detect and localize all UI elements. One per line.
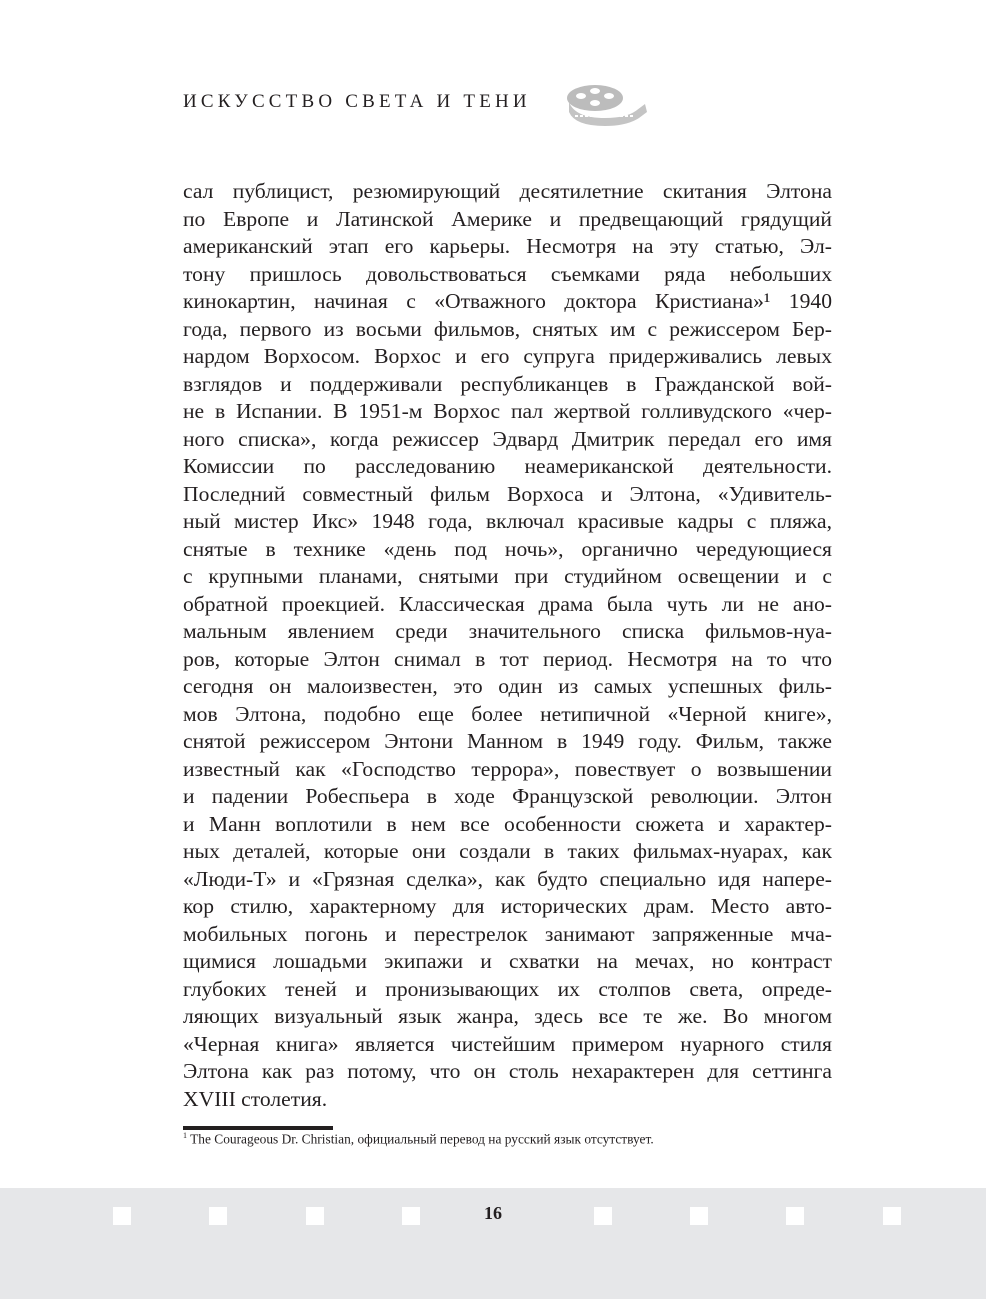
footnote <box>183 1131 654 1147</box>
footnote-marker: 1 <box>183 1131 187 1140</box>
text-line: глубоких теней и пронизывающих их столпов света, опреде- <box>183 976 832 1001</box>
text-line: Комиссии по расследованию неамериканской деятельности. <box>183 454 832 478</box>
text-line: «Люди-Т» и «Грязная сделка», как будто специально идя напере- <box>183 866 832 891</box>
text-line: Элтона как раз потому, что он столь нехарактерен для сеттинга <box>183 1059 832 1083</box>
text-line: Последний совместный фильм Ворхоса и Элтона, «Удивитель- <box>183 481 832 506</box>
page-number: 16 <box>484 1203 502 1223</box>
text-line: ный мистер Икс» 1948 года, включал красивые кадры с пляжа, <box>183 509 832 533</box>
text-line: мов Элтона, подобно еще более нетипичной «Черной книге», <box>183 701 832 726</box>
footnote-text: The Courageous Dr. Christian, официальный перевод на русский язык отсутствует. <box>190 1131 654 1147</box>
text-line: «Черная книга» является чистейшим примером нуарного стиля <box>183 1031 832 1056</box>
text-line: ляющих визуальный язык жанра, здесь все те же. Во многом <box>183 1004 832 1028</box>
text-line: щимися лошадьми экипажи и схватки на мечах, но контраст <box>183 949 832 973</box>
text-line: взглядов и поддерживали республиканцев в Гражданской вой- <box>183 371 832 396</box>
text-line: сал публицист, резюмирующий десятилетние скитания Элтона <box>183 179 832 203</box>
text-line: ров, которые Элтон снимал в тот период. Несмотря на то что <box>183 646 832 671</box>
text-line: мальным явлением среди значительного списка фильмов-нуа- <box>183 619 832 643</box>
text-line: и Манн воплотили в нем все особенности сюжета и характер- <box>183 811 832 836</box>
film-reel-icon <box>565 82 649 128</box>
text-line: тону пришлось довольствоваться съемками ряда небольших <box>183 261 832 286</box>
text-line: снятые в технике «день под ночь», органично чередующиеся <box>183 536 832 561</box>
text-line: известный как «Господство террора», повествует о возвышении <box>183 756 832 781</box>
text-line: и падении Робеспьера в ходе Французской революции. Элтон <box>183 784 832 808</box>
text-line: кор стилю, характерному для исторических драм. Место авто- <box>183 894 832 918</box>
text-line: с крупными планами, снятыми при студийном освещении и с <box>183 564 832 588</box>
text-line: не в Испании. В 1951-м Ворхос пал жертвой голливудского «чер- <box>183 399 832 423</box>
text-line: XVIII столетия. <box>183 1086 328 1111</box>
running-head-title: ИСКУССТВО СВЕТА И ТЕНИ <box>183 91 531 112</box>
text-line: снятой режиссером Энтони Манном в 1949 году. Фильм, также <box>183 729 832 753</box>
text-line: нардом Ворхосом. Ворхос и его супруга придерживались левых <box>183 344 832 368</box>
text-line: американский этап его карьеры. Несмотря на эту статью, Эл- <box>183 234 832 258</box>
text-line: обратной проекцией. Классическая драма была чуть ли не ано- <box>183 591 832 616</box>
page-footer <box>0 1188 986 1299</box>
text-line: кинокартин, начиная с «Отважного доктора Кристиана»¹ 1940 <box>183 289 832 313</box>
text-line: ного списка», когда режиссер Эдвард Дмитрик передал его имя <box>183 426 832 451</box>
footnote-divider <box>183 1126 333 1130</box>
text-line: мобильных погонь и перестрелок занимают запряженные мча- <box>183 921 832 946</box>
text-line: по Европе и Латинской Америке и предвещающий грядущий <box>183 206 832 231</box>
text-line: ных деталей, которые они создали в таких фильмах-нуарах, как <box>183 839 832 863</box>
body-text <box>183 178 832 1113</box>
text-line: сегодня он малоизвестен, это один из самых успешных филь- <box>183 674 832 698</box>
text-line: года, первого из восьми фильмов, снятых им с режиссером Бер- <box>183 316 832 341</box>
